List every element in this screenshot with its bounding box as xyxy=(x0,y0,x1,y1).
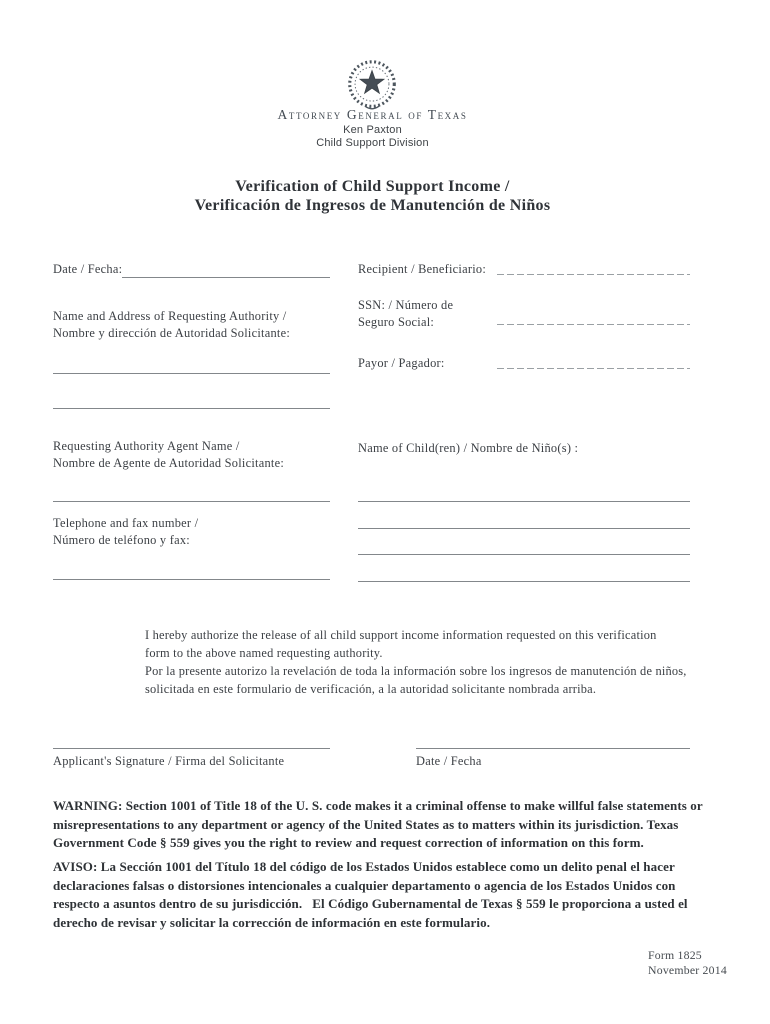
authorization-text-line4: solicitada en este formulario de verificación, a la autoridad solicitante nombrada arriba. xyxy=(145,682,597,696)
form-title-en: Verification of Child Support Income / xyxy=(235,178,510,195)
signature-date-label: Date / Fecha xyxy=(416,754,482,768)
applicant-signature-label: Applicant's Signature / Firma del Solicitante xyxy=(53,754,285,768)
signature-date-line[interactable] xyxy=(416,748,690,749)
warning-paragraph-en: WARNING: Section 1001 of Title 18 of the U. S. code makes it a criminal offense to make willful false statements or misrepresentations to any department or agency of the United States as to matters within its jurisdiction. Texas Government Code § 559 gives you the right to review and request correction of information on this form. xyxy=(53,798,706,850)
children-label: Name of Child(ren) / Nombre de Niño(s) : xyxy=(358,441,579,455)
agent-name-label-line1: Requesting Authority Agent Name / xyxy=(53,439,240,453)
agent-name-input-line[interactable] xyxy=(53,501,330,502)
division-name: Child Support Division xyxy=(316,137,429,149)
phone-input-line[interactable] xyxy=(53,579,330,580)
authority-address-line-1[interactable] xyxy=(53,373,330,374)
payor-label: Payor / Pagador: xyxy=(358,356,445,370)
child-name-line-4[interactable] xyxy=(358,581,690,582)
recipient-input-line[interactable] xyxy=(497,274,690,275)
date-input-line[interactable] xyxy=(122,277,330,278)
ssn-input-line[interactable] xyxy=(497,324,690,325)
payor-input-line[interactable] xyxy=(497,368,690,369)
ssn-label-line2: Seguro Social: xyxy=(358,315,435,329)
authorization-text-line3: Por la presente autorizo la revelación de toda la información sobre los ingresos de manutención de niños, xyxy=(145,664,687,678)
form-revision-date: November 2014 xyxy=(648,963,727,977)
phone-label-line1: Telephone and fax number / xyxy=(53,516,199,530)
applicant-signature-line[interactable] xyxy=(53,748,330,749)
agent-name-label-line2: Nombre de Agente de Autoridad Solicitante: xyxy=(53,456,285,470)
requesting-authority-label-line2: Nombre y dirección de Autoridad Solicitante: xyxy=(53,326,291,340)
phone-label-line2: Número de teléfono y fax: xyxy=(53,533,190,547)
requesting-authority-label-line1: Name and Address of Requesting Authority / xyxy=(53,309,287,323)
authority-address-line-2[interactable] xyxy=(53,408,330,409)
recipient-label: Recipient / Beneficiario: xyxy=(358,262,487,276)
officer-name: Ken Paxton xyxy=(343,124,402,136)
form-number: Form 1825 xyxy=(648,948,702,962)
warning-paragraph-es: AVISO: La Sección 1001 del Título 18 del código de los Estados Unidos establece como un delito penal el hacer declaraciones falsas o distorsiones intencionales a cualquier departamento o agencia de los Estados Unidos con respecto a asuntos dentro de su jurisdicción. El Código Gubernamental de Texas § 559 le proporciona a usted el derecho de revisar y solicitar la corrección de información en este formulario. xyxy=(53,859,692,930)
ssn-label-line1: SSN: / Número de xyxy=(358,298,454,312)
child-name-line-3[interactable] xyxy=(358,554,690,555)
agency-name: Attorney General of Texas xyxy=(277,107,468,122)
date-label: Date / Fecha: xyxy=(53,262,123,276)
form-title-es: Verificación de Ingresos de Manutención de Niños xyxy=(194,197,551,214)
child-name-line-2[interactable] xyxy=(358,528,690,529)
child-name-line-1[interactable] xyxy=(358,501,690,502)
authorization-text-line1: I hereby authorize the release of all child support income information requested on this verification xyxy=(145,628,657,642)
authorization-text-line2: form to the above named requesting authority. xyxy=(145,646,383,660)
